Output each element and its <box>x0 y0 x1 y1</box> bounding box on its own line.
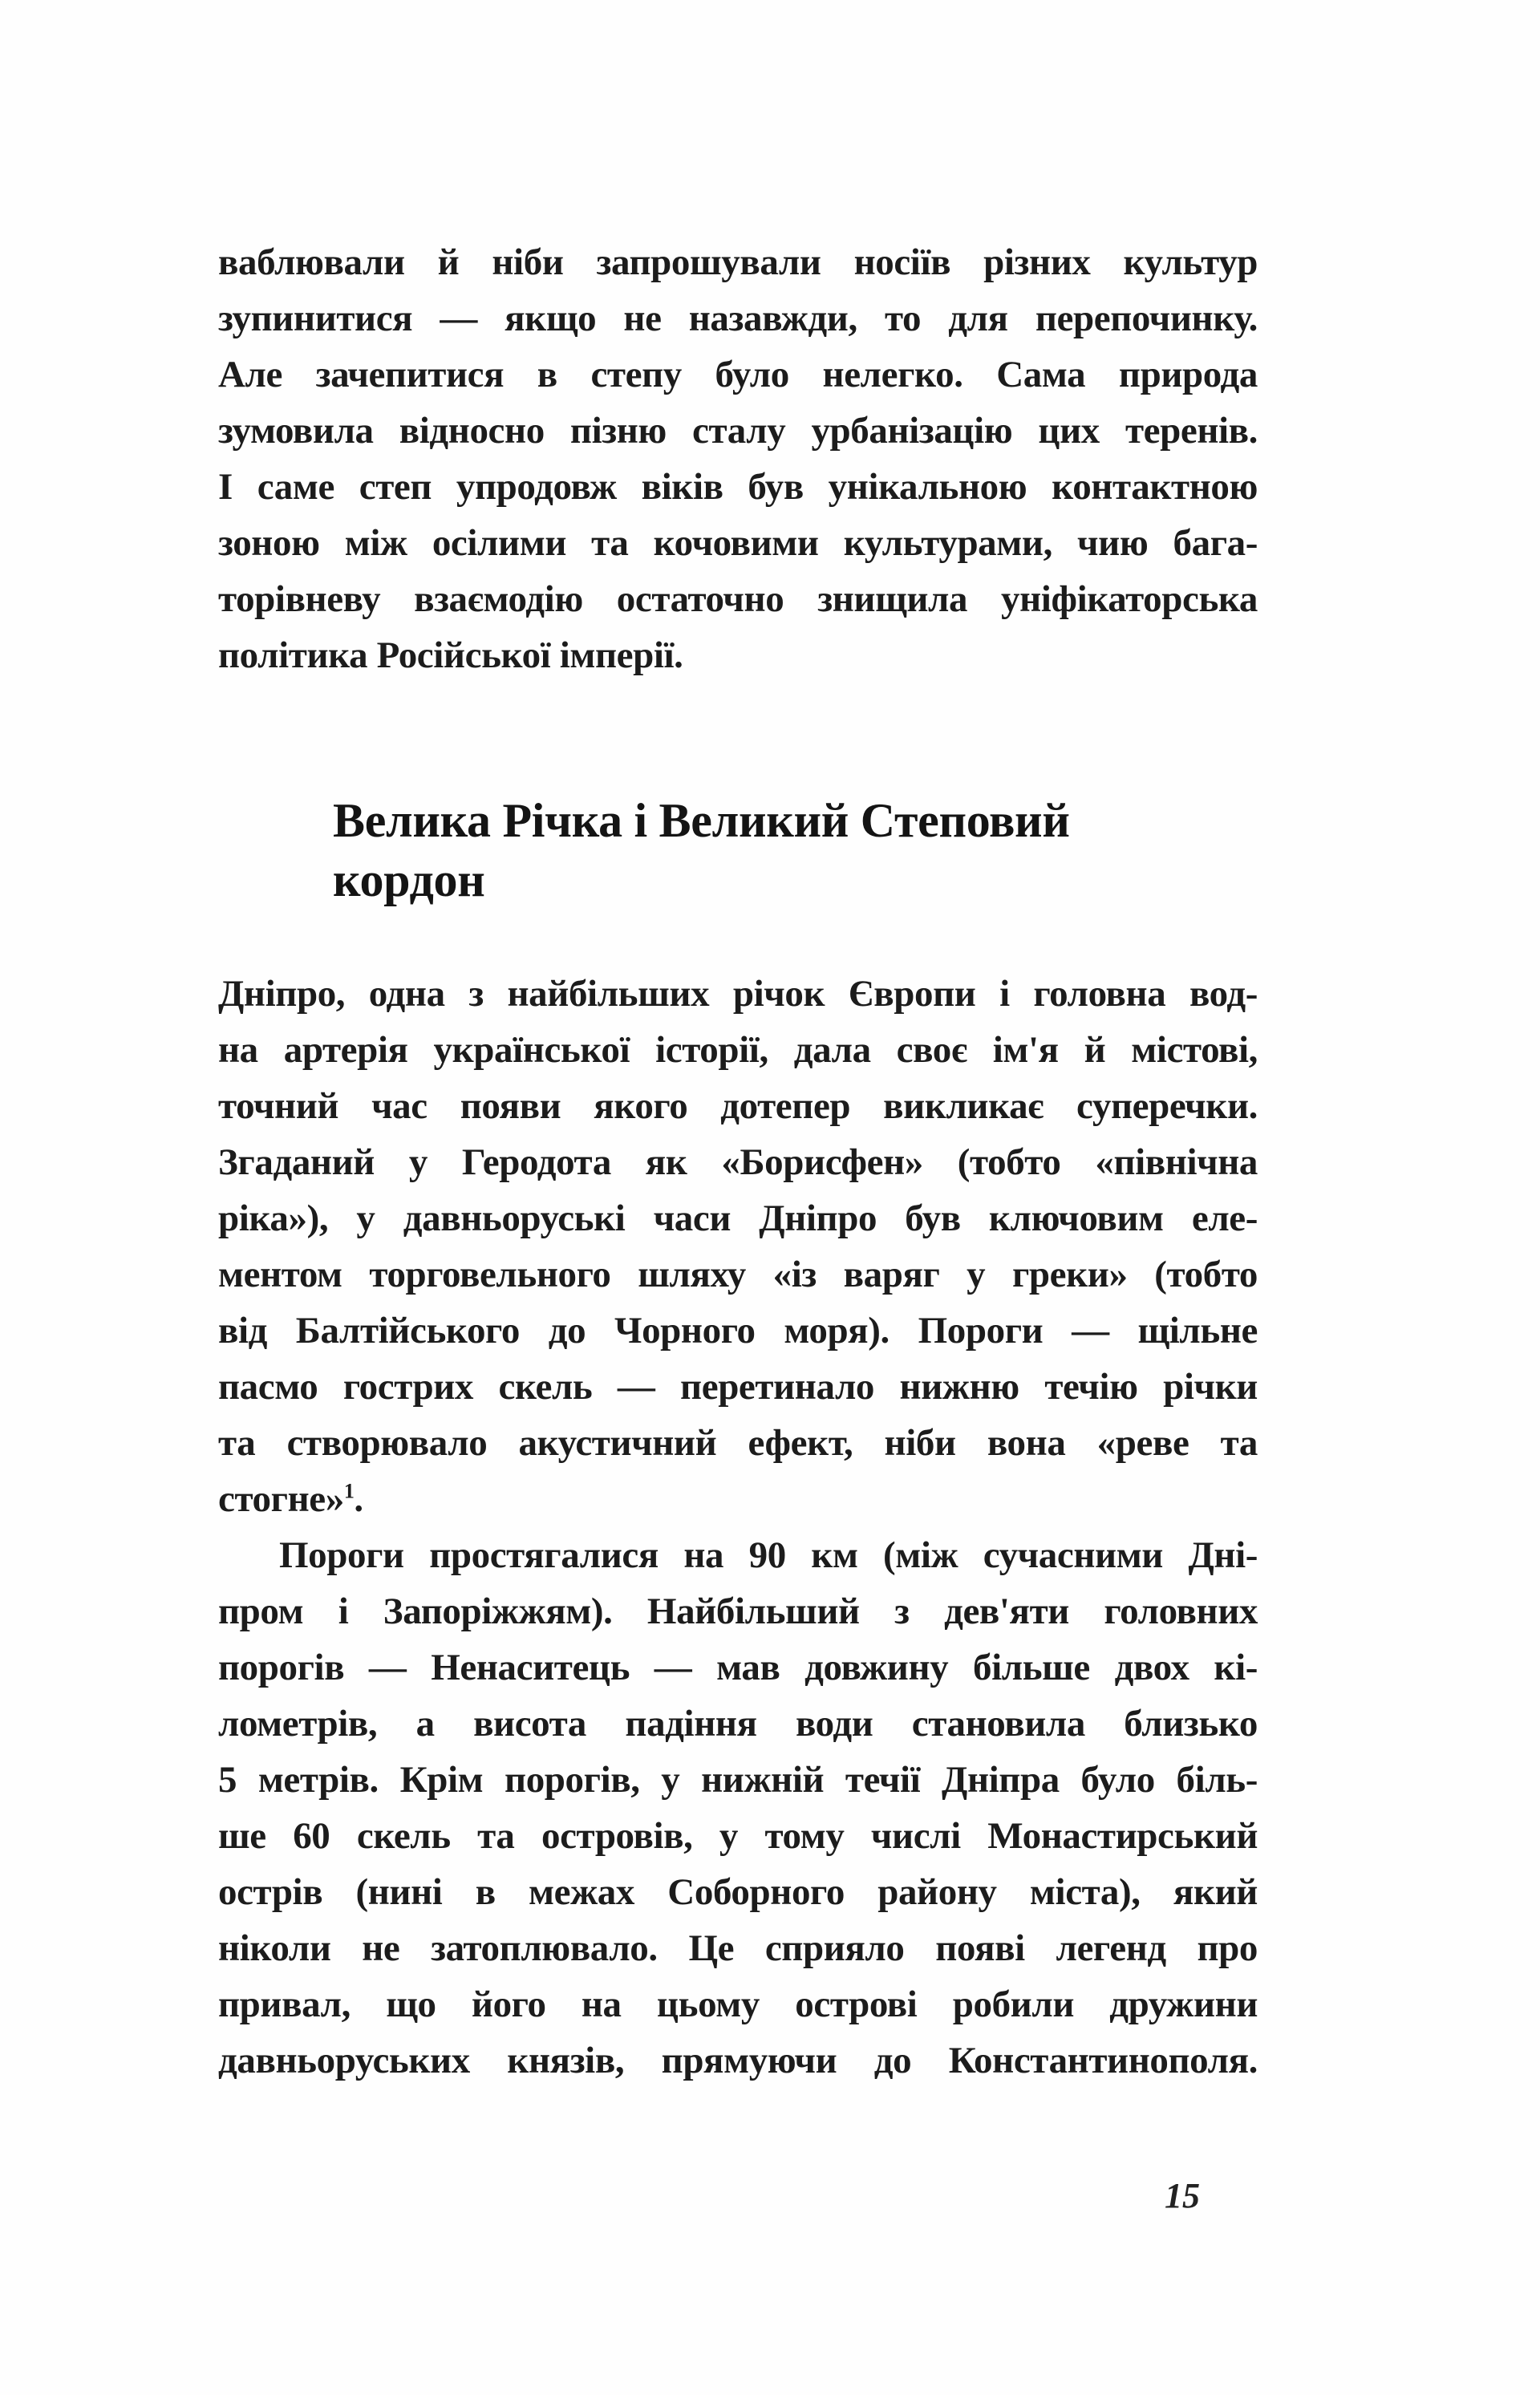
text-line: ментом торговельного шляху «із варяг у греки» (тобто <box>218 1254 1258 1295</box>
text-line: зупинитися — якщо не назавжди, то для перепочинку. <box>218 298 1258 339</box>
text-line: лометрів, а висота падіння води становила близько <box>218 1703 1258 1745</box>
text-line: ше 60 скель та островів, у тому числі Монастирський <box>218 1815 1258 1857</box>
text-line: Згаданий у Геродота як «Борисфен» (тобто «північна <box>218 1141 1258 1183</box>
text-line: зоною між осілими та кочовими культурами, чию бага- <box>218 522 1258 564</box>
text-line: острів (нині в межах Соборного району міста), який <box>218 1871 1258 1913</box>
text-line: порогів — Ненаситець — мав довжину більше двох кі- <box>218 1647 1258 1688</box>
text-line: ваблювали й ніби запрошували носіїв різних культур <box>218 241 1258 283</box>
text-line: точний час появи якого дотепер викликає суперечки. <box>218 1085 1258 1127</box>
text-line: на артерія української історії, дала своє ім'я й містові, <box>218 1029 1258 1071</box>
text-line: І саме степ упродовж віків був унікальною контактною <box>218 466 1258 508</box>
text-line: пром і Запоріжжям). Найбільший з дев'яти головних <box>218 1591 1258 1632</box>
text-line <box>218 1471 1258 1527</box>
page-number: 15 <box>1165 2176 1200 2215</box>
heading-line: Велика Річка і Великий Степовий <box>333 794 1070 847</box>
text-line: Але зачепитися в степу було нелегко. Сама природа <box>218 354 1258 395</box>
text-line: від Балтійського до Чорного моря). Пороги — щільне <box>218 1310 1258 1351</box>
text-line: Дніпро, одна з найбільших річок Європи і головна вод- <box>218 973 1258 1015</box>
text-fragment: . <box>354 1478 363 1520</box>
text-line: Пороги простягалися на 90 км (між сучасними Дні- <box>279 1534 1258 1576</box>
text-line: давньоруських князів, прямуючи до Константинополя. <box>218 2040 1258 2081</box>
text-line: 5 метрів. Крім порогів, у нижній течії Дніпра було біль- <box>218 1759 1258 1801</box>
text-line: та створювало акустичний ефект, ніби вона «реве та <box>218 1422 1258 1464</box>
text-line: політика Російської імперії. <box>218 634 683 676</box>
text-line: пасмо гострих скель — перетинало нижню течію річки <box>218 1366 1258 1408</box>
heading-line: кордон <box>333 853 485 906</box>
text-line: ніколи не затоплювало. Це сприяло появі легенд про <box>218 1927 1258 1969</box>
text-line: ріка»), у давньоруські часи Дніпро був ключовим еле- <box>218 1198 1258 1239</box>
text-line: торівневу взаємодію остаточно знищила уніфікаторська <box>218 578 1258 620</box>
footnote-reference[interactable]: 1 <box>343 1479 355 1503</box>
text-fragment: стогне» <box>218 1478 344 1520</box>
text-line: привал, що його на цьому острові робили дружини <box>218 1984 1258 2025</box>
text-line: зумовила відносно пізню сталу урбанізацію цих теренів. <box>218 410 1258 452</box>
